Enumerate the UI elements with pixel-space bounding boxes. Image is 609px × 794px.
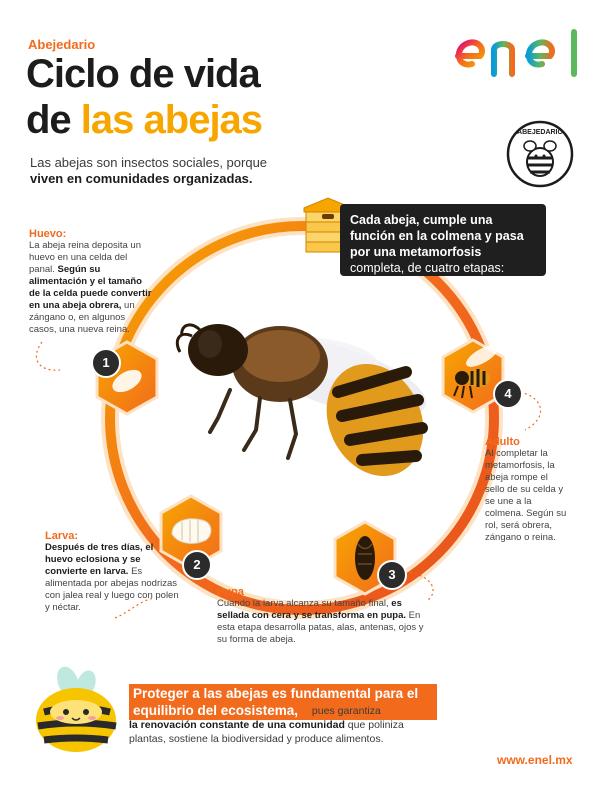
pupa-title: Pupa: [217, 586, 244, 598]
title-highlight: las abejas: [80, 98, 263, 142]
callout-bold: Cada abeja, cumple una función en la colmena y pasa por una metamorfosis: [350, 213, 524, 259]
kicker: Abejedario: [28, 37, 96, 52]
larva-text2: Es alimentada por abejas nodrizas con jalea real y luego con polen y néctar.: [45, 566, 179, 613]
pupa-bold: es sellada con cera y se transforma en pupa.: [217, 598, 407, 621]
footer-text2: que poliniza plantas, sostiene la biodiversidad y produce alimentos.: [129, 719, 404, 745]
stage-larva: [45, 530, 180, 614]
website-link[interactable]: www.enel.mx: [497, 753, 573, 767]
badge-text: ABEJEDARIO: [517, 129, 563, 136]
footer-text1: pues garantiza: [309, 705, 381, 717]
title-prefix: de: [26, 98, 81, 142]
pupa-text2: En esta etapa desarrolla patas, alas, antenas, ojos y su forma de abeja.: [217, 610, 424, 645]
pupa-text1: Cuando la larva alcanza su tamaño final,: [217, 598, 392, 609]
huevo-text: [29, 240, 154, 336]
bee-illustration: [170, 300, 430, 490]
stage-number-1: 1: [91, 348, 121, 378]
footer-banner: Proteger a las abejas es fundamental para el equilibrio del ecosistema,: [129, 684, 437, 720]
page-title-line1: Ciclo de vida: [26, 52, 260, 96]
callout-rest: completa, de cuatro etapas:: [350, 261, 505, 275]
stage-pupa: [217, 586, 432, 646]
intro-regular: Las abejas son insectos sociales, porque: [30, 155, 268, 170]
stage-huevo: [29, 228, 154, 336]
huevo-text2: un zángano o, en algunos casos, una nueva reina.: [29, 300, 135, 335]
huevo-bold: Según su alimentación y el tamaño de la celda puede convertir en una abeja obrera,: [29, 264, 152, 311]
larva-text: [45, 542, 180, 614]
stage-adulto: [485, 436, 567, 544]
larva-bold: Después de tres días, el huevo eclosiona y se convierte en larva.: [45, 542, 154, 577]
adulto-text: Al completar la metamorfosis, la abeja rompe el sello de su celda y se une a la colmena. Según su rol, será obrera, zángano o reina.: [485, 448, 567, 543]
stage-number-4: 4: [493, 379, 523, 409]
footer-text: [129, 704, 429, 746]
intro-bold: viven en comunidades organizadas.: [30, 171, 253, 186]
stage-number-3: 3: [377, 560, 407, 590]
stages-callout: [340, 204, 546, 276]
pupa-text: [217, 598, 432, 646]
adulto-title: Adulto: [485, 436, 520, 448]
stage-number-2: 2: [182, 550, 212, 580]
huevo-title: Huevo:: [29, 228, 67, 240]
footer-bold: la renovación constante de una comunidad: [129, 719, 345, 731]
cartoon-bee-icon: [30, 664, 122, 756]
huevo-text1: La abeja reina deposita un huevo en una celda del panal.: [29, 240, 141, 275]
larva-title: Larva:: [45, 530, 79, 542]
